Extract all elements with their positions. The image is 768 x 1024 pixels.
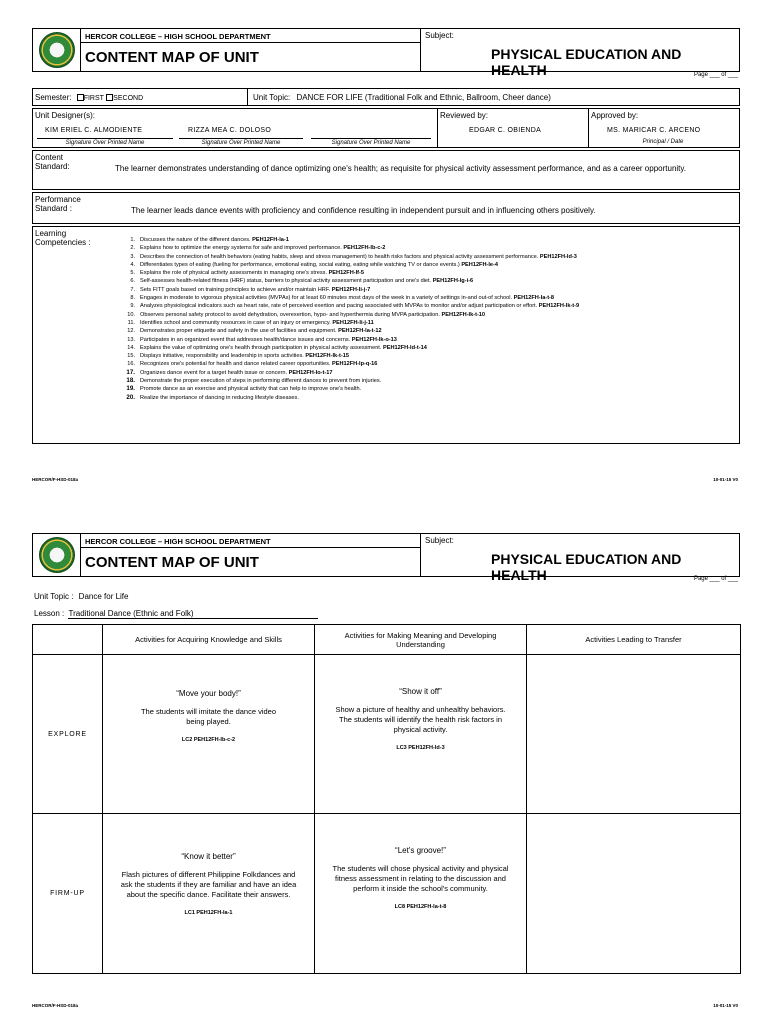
competency-number: 11. [127, 319, 135, 326]
competency-code: PEH12FH-Ia-t-12 [338, 328, 382, 335]
competency-code: PEH12FH-Ib-c-2 [343, 245, 386, 252]
competency-number: 19. [126, 385, 135, 393]
phase-firm-up: FIRM-UP [33, 814, 103, 974]
competency-code: PEH12FH-Id-3 [539, 253, 577, 260]
college-seal-icon [39, 537, 75, 573]
competency-number: 6. [130, 278, 135, 285]
competency-text: Observes personal safety protocol to avoid dehydration, overexertion, hypo- and hyperthermia during MVPA participation. [140, 311, 440, 318]
subject-value: PHYSICAL EDUCATION AND HEALTH [491, 551, 682, 583]
competency-code: PEH12FH-Ik-t-10 [441, 311, 486, 318]
competency-code: PEH12FH-Ip-q-16 [332, 361, 378, 368]
col-acquiring: Activities for Acquiring Knowledge and Skills [103, 625, 315, 655]
explore-acquiring-cell [103, 655, 315, 814]
lesson-value: Traditional Dance (Ethnic and Folk) [68, 609, 318, 619]
activities-table [32, 624, 741, 974]
competency-number: 7. [130, 286, 135, 293]
competency-code: PEH12FH-Io-t-17 [288, 369, 333, 376]
reviewed-label: Reviewed by: [440, 111, 489, 120]
competency-code: PEH12FH-Ii-j-7 [331, 286, 371, 293]
competency-text: Self-assesses health-related fitness (HRF) status, barriers to physical activity assessment participation and one's diet. [140, 278, 432, 285]
col-meaning: Activities for Making Meaning and Developing Understanding [315, 625, 527, 655]
competency-number: 17. [126, 368, 135, 376]
corner-cell [33, 625, 103, 655]
competency-text: Realize the importance of dancing in reducing lifestyle diseases. [140, 394, 299, 401]
designer-1-signature-caption: Signature Over Printed Name [37, 138, 173, 146]
competency-text: Describes the connection of health behaviors (eating habits, sleep and stress management) to health risks factors and physical activity assessment performance. [140, 253, 539, 260]
activity-lc: LC8 PEH12FH-Ia-t-8 [394, 904, 447, 910]
lesson-label: Lesson : [34, 609, 65, 618]
activity-text: The students will imitate the dance video being played. [140, 707, 277, 726]
approver-caption: Principal / Date [642, 139, 684, 145]
college-name: HERCOR COLLEGE – HIGH SCHOOL DEPARTMENT [81, 29, 421, 43]
firmup-transfer-cell [527, 814, 741, 974]
competency-code: PEH12FH-Id-t-14 [382, 344, 427, 351]
semester-label: Semester: [35, 93, 72, 102]
competency-text: Explains how to optimize the energy systems for safe and improved performance. [140, 245, 342, 252]
competency-text: Explains the role of physical activity assessments in managing one's stress. [140, 270, 327, 277]
competency-number: 18. [126, 377, 135, 385]
competency-text: Organizes dance event for a target health issue or concern. [140, 369, 288, 376]
designers-label: Unit Designer(s): [35, 111, 96, 120]
competency-text: Promote dance as an exercise and physical activity that can help to improve one's health. [140, 386, 362, 393]
content-standard-text: The learner demonstrates understanding of dance optimizing one's health; as requisite for physical activity assessment performance, and as a career opportunity. [115, 164, 687, 173]
competency-number: 14. [127, 344, 135, 351]
col-transfer: Activities Leading to Transfer [527, 625, 741, 655]
form-title: CONTENT MAP OF UNIT [81, 548, 421, 576]
table-row [33, 814, 741, 974]
subject-label: Subject: [425, 31, 454, 40]
table-row [33, 655, 741, 814]
activity-lc: LC3 PEH12FH-Id-3 [396, 745, 445, 751]
competency-code: PEH12FH-Ik-t-9 [538, 303, 580, 310]
reviewer-name: EDGAR C. OBIENDA [469, 127, 542, 134]
footer-form-code: HERCOR/F-HSD-018a [32, 477, 79, 482]
activity-lc: LC2 PEH12FH-Ib-c-2 [181, 737, 236, 743]
phase-explore: EXPLORE [33, 655, 103, 814]
performance-standard-label: Performance Standard : [35, 195, 81, 213]
competency-number: 3. [130, 253, 135, 260]
competency-text: Explains the value of optimizing one's health through participation in physical activity assessment. [140, 344, 382, 351]
form-title: CONTENT MAP OF UNIT [81, 43, 421, 71]
approved-label: Approved by: [591, 111, 639, 120]
competency-text: Sets FITT goals based on training principles to achieve and/or maintain HRF. [140, 286, 331, 293]
designer-3-signature-caption: Signature Over Printed Name [311, 138, 431, 146]
content-standard-label: Content Standard: [35, 153, 70, 171]
competency-code: PEH12FH-Ia-1 [252, 237, 289, 243]
competency-number: 20. [126, 393, 135, 401]
unit-topic-value: DANCE FOR LIFE (Traditional Folk and Ethnic, Ballroom, Cheer dance) [296, 93, 551, 102]
explore-transfer-cell [527, 655, 741, 814]
competency-code: PEH12FH-Ik-o-13 [351, 336, 397, 343]
subject-value: PHYSICAL EDUCATION AND HEALTH [491, 46, 682, 78]
competency-text: Participates in an organized event that addresses health/dance issues and concerns. [140, 336, 351, 343]
footer-form-code: HERCOR/F-HSD-018a [32, 1003, 79, 1008]
activity-title: “Move your body!” [176, 689, 241, 698]
firmup-acquiring-cell [103, 814, 315, 974]
competency-number: 4. [130, 261, 135, 268]
competency-text: Demonstrates proper etiquette and safety in the use of facilities and equipment. [140, 328, 337, 335]
performance-standard-text: The learner leads dance events with proficiency and confidence resulting in independent pursuit and in influencing others positively. [131, 206, 596, 215]
activity-title: “Show it off” [399, 687, 442, 696]
subject-label: Subject: [425, 536, 454, 545]
firmup-meaning-cell [315, 814, 527, 974]
competency-number: 15. [127, 353, 135, 360]
activity-text: Show a picture of healthy and unhealthy behaviors. The students will identify the health risk factors in physical activity. [335, 705, 506, 734]
competency-number: 10. [127, 311, 135, 318]
activity-title: “Let's groove!” [395, 846, 446, 855]
page-of: Page ___ of ___ [693, 576, 738, 582]
competency-text: Differentiates types of eating (fueling for performance, emotional eating, social eating, eating while watching TV or dance events.) [140, 261, 460, 268]
competency-number: 5. [130, 270, 135, 277]
competency-number: 12. [127, 328, 135, 335]
college-logo [33, 534, 81, 576]
competency-code: PEH12FH-Ik-t-15 [305, 353, 349, 360]
competency-code: PEH12FH-Ii-j-11 [332, 319, 374, 326]
unit-topic-label: Unit Topic : [34, 592, 74, 601]
college-name: HERCOR COLLEGE – HIGH SCHOOL DEPARTMENT [81, 534, 421, 548]
page-of: Page ___ of ___ [693, 72, 738, 78]
competency-code: PEH12FH-Ig-i-6 [432, 278, 474, 285]
designer-1-name: KIM ERIEL C. ALMODIENTE [45, 127, 143, 134]
competency-code: PEH12FH-Ie-4 [461, 261, 499, 268]
activity-text: The students will chose physical activity and physical fitness assessment in relating to the discussion and perform it inside the school's community. [332, 864, 509, 893]
competency-number: 13. [127, 336, 135, 343]
unit-topic-label: Unit Topic: [253, 93, 291, 102]
competency-text: Displays initiative, responsibility and leadership in sports activities. [140, 353, 304, 360]
competency-number: 16. [127, 361, 135, 368]
footer-version: 10-01-15 V0 [713, 477, 738, 482]
activity-title: “Know it better” [181, 852, 236, 861]
competency-code: PEH12FH-Ia-t-8 [513, 295, 555, 302]
competency-number: 9. [130, 303, 135, 310]
approver-name: MS. MARICAR C. ARCENO [607, 127, 701, 134]
competency-text: Identifies school and community resources in case of an injury or emergency. [140, 319, 331, 326]
activity-text: Flash pictures of different Philippine Folkdances and ask the students if they are familiar and have an idea about the specific dance. Facilitate their answers. [120, 870, 297, 899]
competency-number: 1. [130, 237, 135, 243]
competency-text: Demonstrate the proper execution of steps in performing different dances to prevent from injuries. [140, 378, 382, 385]
competency-code: PEH12FH-If-5 [328, 270, 364, 277]
explore-meaning-cell [315, 655, 527, 814]
competency-text: Recognizes one's potential for health and dance related career opportunities. [140, 361, 331, 368]
unit-topic-value: Dance for Life [78, 592, 129, 601]
semester-first-label: FIRST [83, 95, 104, 102]
designer-2-name: RIZZA MEA C. DOLOSO [188, 127, 272, 134]
competency-text: Analyzes physiological indicators such as heart rate, rate of perceived exertion and pacing associated with MVPAs to monitor and/or adjust participation or effort. [140, 303, 538, 310]
competency-number: 8. [130, 295, 135, 302]
semester-second-label: SECOND [113, 95, 144, 102]
competency-text: Discusses the nature of the different dances. [140, 237, 251, 243]
competency-number: 2. [130, 245, 135, 252]
activity-lc: LC1 PEH12FH-Ia-1 [184, 910, 233, 916]
footer-version: 10-01-15 V0 [713, 1003, 738, 1008]
designer-2-signature-caption: Signature Over Printed Name [179, 138, 303, 146]
competency-text: Engages in moderate to vigorous physical activities (MVPAs) for at least 60 minutes most days of the week in a variety of settings in-and out-of school. [140, 295, 513, 302]
competencies-label: Learning Competencies : [35, 229, 91, 247]
